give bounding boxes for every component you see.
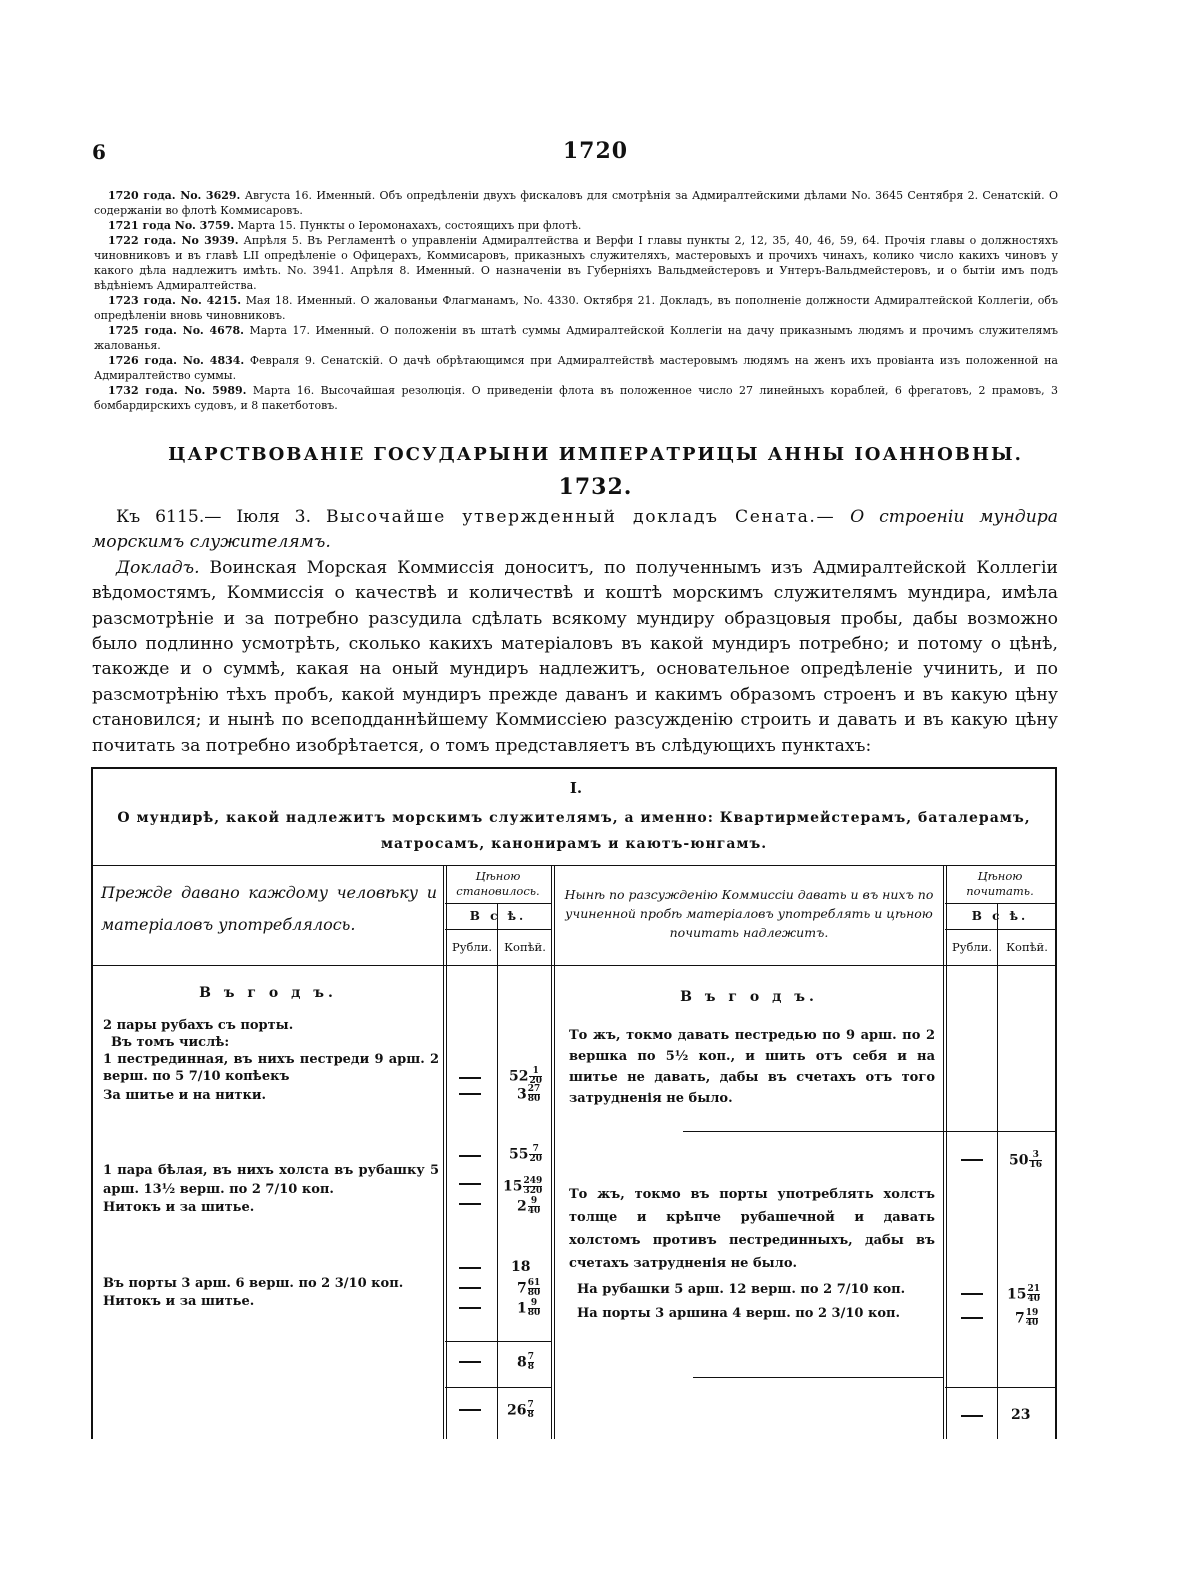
left-kop-label: Копѣй. — [504, 940, 546, 954]
left-item: 1 пара бѣлая, въ нихъ холста въ рубашку 5 арш. 13½ верш. по 2 7/10 коп. — [103, 1163, 439, 1197]
kopek-amount: 7 $\frac{61}{80}$ — [517, 1278, 541, 1298]
rubles-dash — [961, 1317, 983, 1319]
kopek-amount: 18 — [511, 1259, 531, 1275]
rubles-dash — [459, 1077, 481, 1079]
left-price-header: Цѣною становилось. — [456, 869, 540, 898]
left-item: Нитокъ и за шитье. — [103, 1294, 255, 1309]
rubles-dash — [961, 1159, 983, 1161]
right-per-year: В ъ г о д ъ. — [680, 989, 818, 1005]
right-kop-label: Копѣй. — [1006, 940, 1048, 954]
kopek-amount: 2 $\frac{9}{40}$ — [517, 1196, 541, 1216]
rubles-dash — [459, 1183, 481, 1185]
right-rub-label: Рубли. — [951, 940, 993, 954]
left-item: За шитье и на нитки. — [103, 1088, 267, 1103]
right-all-label: В с ѣ. — [971, 909, 1029, 923]
left-per-year: В ъ г о д ъ. — [199, 985, 337, 1001]
right-column-header: Нынѣ по разсужденію Коммиссіи давать и въ нихъ по учиненной пробѣ матеріаловъ употреблять и цѣною почитать надлежитъ. — [564, 887, 934, 940]
kopek-total: 26 $\frac{7}{8}$ — [507, 1400, 534, 1420]
rubles-dash — [459, 1267, 481, 1269]
rubles-dash — [459, 1287, 481, 1289]
page-number: 6 — [92, 140, 106, 164]
section-title: О мундирѣ, какой надлежитъ морскимъ служителямъ, а именно: Квартирмейстерамъ, баталерамъ, матросамъ, канонирамъ и каютъ-юнгамъ. — [117, 810, 1031, 852]
kopek-amount: 7 $\frac{19}{40}$ — [1015, 1308, 1039, 1328]
kopek-total: 23 — [1011, 1407, 1031, 1423]
reference-entry: 1723 года. No. 4215. Мая 18. Именный. О жалованьи Флагманамъ, No. 4330. Октября 21. Докладъ, въ пополненіе должности Адмиралтейской Коллегіи, объ опредѣленіи вновь чиновниковъ. — [94, 294, 1058, 322]
rubles-dash — [459, 1409, 481, 1411]
kopek-amount: 55 $\frac{7}{20}$ — [509, 1144, 543, 1164]
reference-entry: 1720 года. No. 3629. Августа 16. Именный. Объ опредѣленіи двухъ фискаловъ для смотрѣнія за Адмиралтейскими дѣлами No. 3645 Сентября 2. Сенатскій. О содержаніи во флотѣ Коммисаровъ. — [94, 189, 1058, 217]
left-item: 1 пестрединная, въ нихъ пестреди 9 арш. 2 верш. по 5 7/10 копѣекъ — [103, 1052, 439, 1084]
reference-entry: 1721 года No. 3759. Марта 15. Пункты о Іеромонахахъ, состоящихъ при флотѣ. — [108, 219, 582, 232]
left-rub-label: Рубли. — [451, 940, 493, 954]
right-item: На порты 3 аршина 4 верш. по 2 3/10 коп. — [577, 1306, 901, 1321]
kopek-amount: 3 $\frac{27}{80}$ — [517, 1084, 541, 1104]
left-item: Нитокъ и за шитье. — [103, 1200, 255, 1215]
report-paragraph: Докладъ. Воинская Морская Коммиссія доноситъ, по полученнымъ изъ Адмиралтейской Коллегіи вѣдомостямъ, Коммиссія о качествѣ и количествѣ и коштѣ морскимъ служителямъ мундира, имѣла разсмотрѣніе и за потребно разсудила сдѣлать всякому мундиру образцовыя пробы, дабы возможно было подлинно усмотрѣть, сколько какихъ матеріаловъ въ какой мундиръ потребно; и потому о цѣнѣ, такожде и о суммѣ, какая на оный мундиръ надлежитъ, основательное опредѣленіе учинить, и по разсмотрѣнію тѣхъ пробъ, какой мундиръ прежде даванъ и какимъ образомъ строенъ и въ какую цѣну становился; и нынѣ по всеподданнѣйшему Коммиссіею разсужденію строить и давать и въ какую цѣну почитать за потребно изобрѣтается, о томъ представляетъ въ слѣдующихъ пунктахъ: — [92, 557, 1058, 756]
left-column-header: Прежде давано каждому человѣку и матеріаловъ употреблялось. — [101, 883, 437, 934]
kopek-amount: 52 $\frac{1}{20}$ — [509, 1066, 543, 1086]
kopek-amount: 8 $\frac{7}{8}$ — [517, 1352, 535, 1372]
kopek-amount: 1 $\frac{9}{80}$ — [517, 1298, 541, 1318]
rubles-dash — [459, 1307, 481, 1309]
rubles-dash — [459, 1093, 481, 1095]
reign-heading: ЦАРСТВОВАНІЕ ГОСУДАРЫНИ ИМПЕРАТРИЦЫ АННЫ ІОАННОВНЫ. — [168, 444, 1023, 465]
section-number: I. — [569, 779, 583, 797]
reference-entry: 1732 года. No. 5989. Марта 16. Высочайшая резолюція. О приведеніи флота въ положенное число 27 линейныхъ кораблей, 6 фрегатовъ, 2 прамовъ, 3 бомбардирскихъ судовъ, и 8 пакетботовъ. — [94, 384, 1058, 412]
left-item: Въ порты 3 арш. 6 верш. по 2 3/10 коп. — [103, 1276, 404, 1291]
kopek-amount: 15 $\frac{21}{40}$ — [1007, 1284, 1041, 1304]
rubles-dash — [459, 1203, 481, 1205]
right-price-header: Цѣною почитать. — [966, 869, 1034, 898]
kopek-amount: 15 $\frac{249}{320}$ — [503, 1176, 543, 1196]
report-body — [92, 505, 1058, 759]
right-item: То жъ, токмо въ порты употреблять холстъ толще и крѣпче рубашечной и давать холстомъ противъ пестрединныхъ, дабы въ счетахъ затрудненія не было. — [569, 1187, 935, 1271]
left-item: 2 пары рубахъ съ порты. — [103, 1018, 294, 1033]
right-item: То жъ, токмо давать пестредью по 9 арш. по 2 вершка по 5½ коп., и шить отъ себя и на шитье не давать, дабы въ счетахъ отъ того затрудненія не было. — [569, 1028, 935, 1106]
references-block — [94, 188, 1058, 413]
rubles-dash — [459, 1361, 481, 1363]
left-item: Въ томъ числѣ: — [111, 1035, 230, 1050]
kopek-amount: 50 $\frac{3}{16}$ — [1009, 1150, 1043, 1170]
reference-entry: 1725 года. No. 4678. Марта 17. Именный. О положеніи въ штатѣ суммы Адмиралтейской Коллегіи на дачу приказнымъ людямъ и прочимъ служителямъ жалованья. — [94, 324, 1059, 352]
right-item: На рубашки 5 арш. 12 верш. по 2 7/10 коп. — [577, 1282, 906, 1297]
rubles-dash — [961, 1415, 983, 1417]
rubles-dash — [961, 1293, 983, 1295]
reign-year: 1732. — [558, 474, 633, 500]
uniform-cost-table — [91, 767, 1057, 1439]
decree-title: Къ 6115.— Іюля 3. Высочайше утвержденный докладъ Сената.— О строеніи мундира морскимъ служителямъ. — [92, 507, 1059, 553]
left-all-label: В с ѣ. — [469, 909, 527, 923]
reference-entry: 1726 года. No. 4834. Февраля 9. Сенатскій. О дачѣ обрѣтающимся при Адмиралтействѣ мастеровымъ людямъ на женъ ихъ провіанта изъ положенной на Адмиралтейство суммы. — [94, 354, 1058, 382]
reference-entry: 1722 года. No 3939. Апрѣля 5. Въ Регламентѣ о управленіи Адмиралтейства и Верфи I главы пункты 2, 12, 35, 40, 46, 59, 64. Прочія главы о должностяхъ чиновниковъ и въ главѣ LII опредѣленіе о Офицерахъ, Коммисаровъ, приказныхъ служителяхъ, мастеровыхъ и прочихъ чинахъ, колико число какихъ чиновъ у какого дѣла надлежитъ имѣть. No. 3941. Апрѣля 8. Именный. О назначеніи въ Губерніяхъ Вальдмейстеровъ и Унтеръ-Вальдмейстеровъ, и о бытіи имъ подъ вѣдѣніемъ Адмиралтейства. — [94, 234, 1059, 292]
rubles-dash — [459, 1155, 481, 1157]
running-head-year: 1720 — [562, 138, 629, 164]
